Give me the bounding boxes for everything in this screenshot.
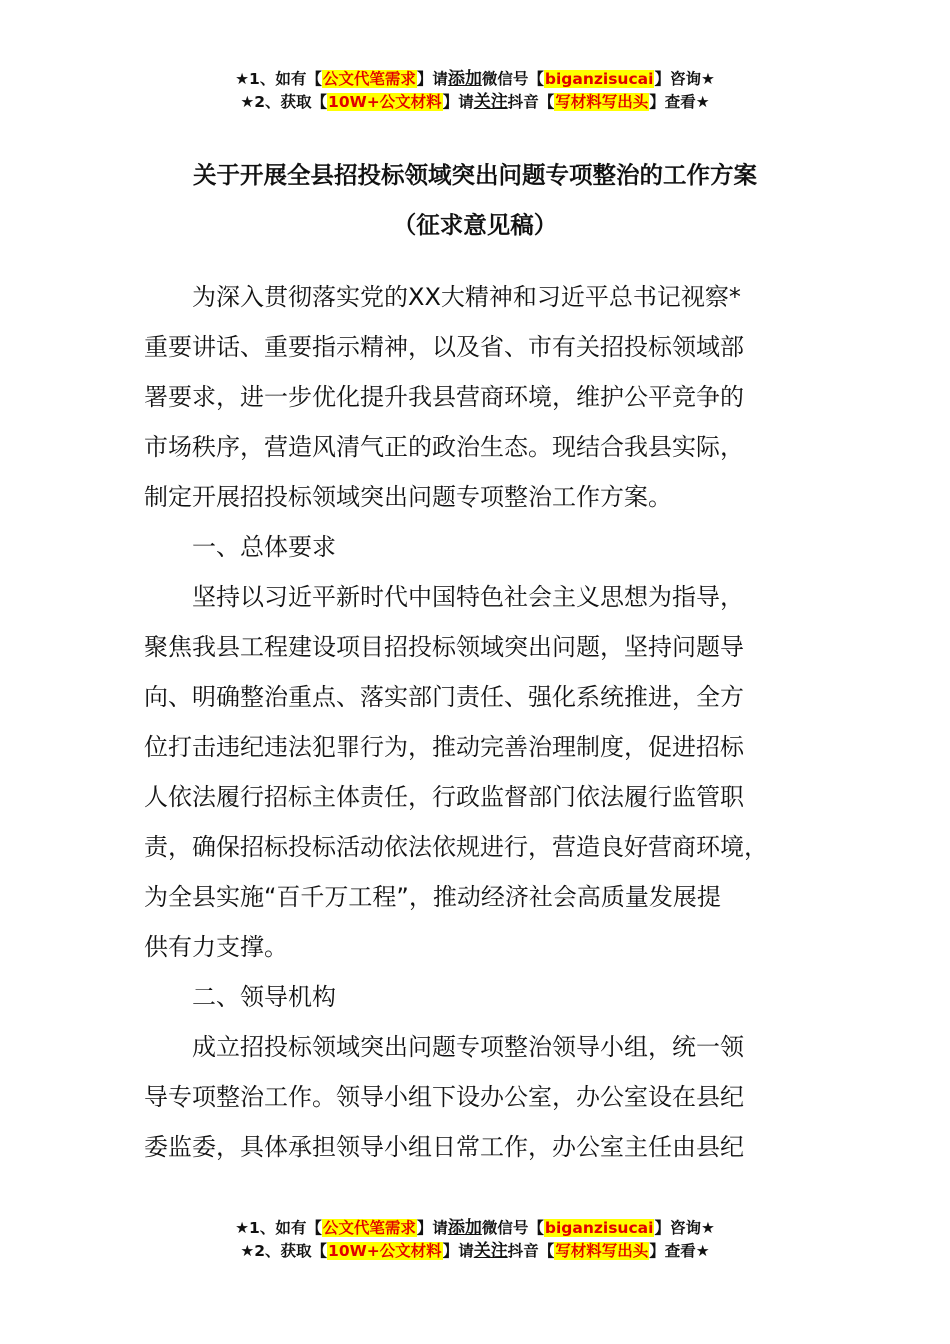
paragraph-line: 责，确保招标投标活动依法依规进行，营造良好营商环境， [144,833,768,861]
document-body [144,272,814,1172]
promo-text: 】请 [442,1242,474,1260]
promo-line-1 [0,1217,950,1240]
promo-text: 】咨询★ [654,70,715,88]
promo-line-1 [0,68,950,91]
paragraph-line: 向、明确整治重点、落实部门责任、强化系统推进，全方 [144,683,744,711]
promo-highlight-wechat-id: biganzisucai [544,1219,654,1237]
promo-highlight: 公文代笔需求 [322,70,416,88]
paragraph-line: 坚持以习近平新时代中国特色社会主义思想为指导， [192,583,744,611]
paragraph-line: 位打击违纪违法犯罪行为，推动完善治理制度，促进招标 [144,733,744,761]
paragraph-line: 聚焦我县工程建设项目招投标领域突出问题，坚持问题导 [144,633,744,661]
promo-emphasis: 添加 [447,69,482,89]
promo-emphasis: 关注 [473,92,508,112]
promo-highlight: 10W+公文材料 [328,93,442,111]
promo-highlight: 公文代笔需求 [322,1219,416,1237]
promo-highlight-douyin: 写材料写出头 [555,1242,649,1260]
section-heading-2: 二、领导机构 [192,983,336,1011]
paragraph-line: 市场秩序，营造风清气正的政治生态。现结合我县实际， [144,433,744,461]
promo-emphasis: 关注 [473,1241,508,1261]
paragraph-line: 人依法履行招标主体责任，行政监督部门依法履行监管职 [144,783,744,811]
promo-text: ★2、获取【 [240,93,328,111]
header-promo-banner [0,68,950,114]
promo-text: ★1、如有【 [235,70,322,88]
promo-text: 抖音【 [507,93,555,111]
promo-text: ★2、获取【 [240,1242,328,1260]
promo-emphasis: 添加 [447,1218,482,1238]
promo-highlight: 10W+公文材料 [328,1242,442,1260]
section-heading-1: 一、总体要求 [192,533,336,561]
promo-text: 】咨询★ [654,1219,715,1237]
paragraph-line: 导专项整治工作。领导小组下设办公室，办公室设在县纪 [144,1083,744,1111]
promo-text: 抖音【 [507,1242,555,1260]
promo-text: ★1、如有【 [235,1219,322,1237]
document-title: 关于开展全县招投标领域突出问题专项整治的工作方案 [193,161,757,189]
paragraph-line: 署要求，进一步优化提升我县营商环境，维护公平竞争的 [144,383,744,411]
promo-highlight-wechat-id: biganzisucai [544,70,654,88]
paragraph-line: 成立招投标领域突出问题专项整治领导小组，统一领 [192,1033,744,1061]
promo-text: 】查看★ [649,1242,710,1260]
promo-line-2 [0,91,950,114]
promo-highlight-douyin: 写材料写出头 [555,93,649,111]
promo-text: 微信号【 [481,70,544,88]
document-subtitle: （征求意见稿） [392,211,558,239]
paragraph-line: 委监委，具体承担领导小组日常工作，办公室主任由县纪 [144,1133,744,1161]
paragraph-line: 为深入贯彻落实党的XX大精神和习近平总书记视察* [192,283,741,311]
paragraph-line: 制定开展招投标领域突出问题专项整治工作方案。 [144,483,672,511]
promo-text: 微信号【 [481,1219,544,1237]
paragraph-line: 为全县实施“百千万工程”，推动经济社会高质量发展提 [144,883,721,911]
paragraph-line: 重要讲话、重要指示精神，以及省、市有关招投标领域部 [144,333,744,361]
paragraph-line: 供有力支撑。 [144,933,288,961]
promo-text: 】查看★ [649,93,710,111]
footer-promo-banner [0,1217,950,1263]
promo-line-2 [0,1240,950,1263]
promo-text: 】请 [416,1219,448,1237]
promo-text: 】请 [416,70,448,88]
promo-text: 】请 [442,93,474,111]
